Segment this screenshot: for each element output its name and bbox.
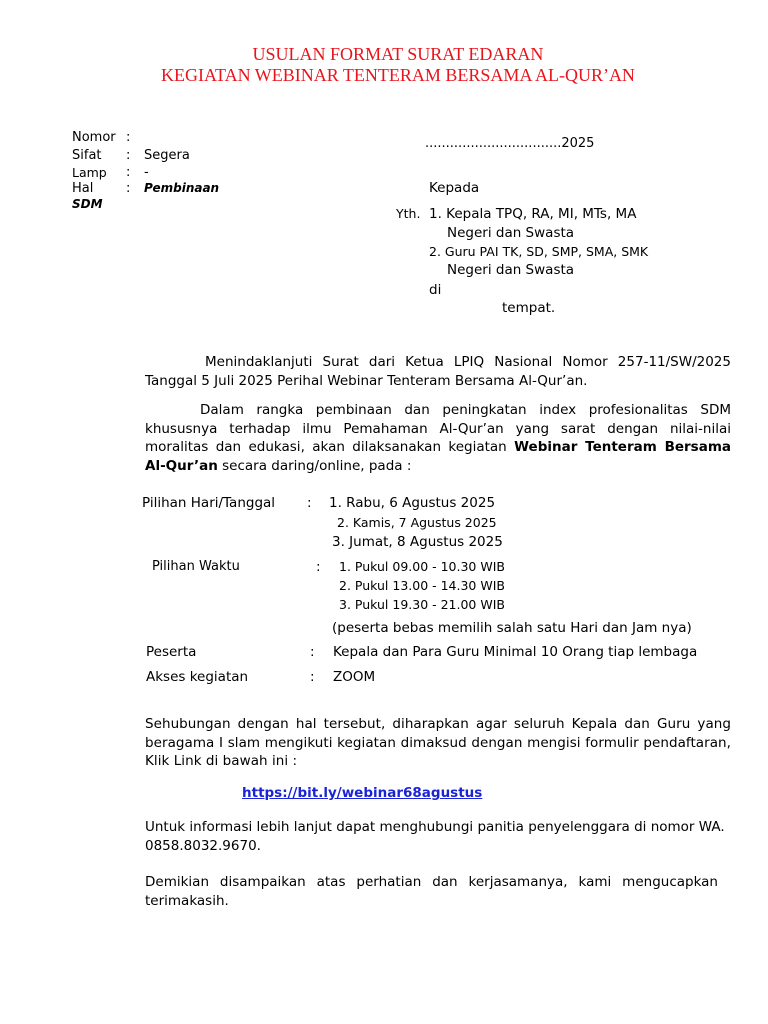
nomor-colon: : <box>126 130 131 145</box>
document-title-line-1: USULAN FORMAT SURAT EDARAN <box>252 44 544 64</box>
body-paragraph-1: Menindaklanjuti Surat dari Ketua LPIQ Nasional Nomor 257-11/SW/2025 Tanggal 5 Juli 2025 Perihal Webinar Tenteram Bersama Al-Qur’an. <box>145 354 731 389</box>
yth-label: Yth. <box>396 206 421 221</box>
tempat-label: tempat. <box>502 300 556 316</box>
hari-option-3: 3. Jumat, 8 Agustus 2025 <box>332 534 503 550</box>
body-paragraph-3: Sehubungan dengan hal tersebut, diharapkan agar seluruh Kepala dan Guru yang beragama I slam mengikuti kegiatan dimaksud dengan mengisi formulir pendaftaran, Klik Link di bawah ini : <box>145 716 731 769</box>
paragraph-2-text-end: secara daring/online, pada : <box>222 457 412 474</box>
recipient-item-2: 2. Guru PAI TK, SD, SMP, SMA, SMK <box>429 244 649 259</box>
document-title-line-2: KEGIATAN WEBINAR TENTERAM BERSAMA AL-QUR’AN <box>161 65 635 85</box>
hal-value-continued: SDM <box>72 197 103 211</box>
nomor-label: Nomor <box>72 130 116 145</box>
sifat-label: Sifat <box>72 148 102 163</box>
hal-value: Pembinaan <box>144 181 220 195</box>
waktu-option-3: 3. Pukul 19.30 - 21.00 WIB <box>339 597 505 612</box>
peserta-value: Kepala dan Para Guru Minimal 10 Orang tiap lembaga <box>333 644 698 660</box>
waktu-colon: : <box>316 559 321 575</box>
paragraph-2-text: Dalam rangka pembinaan dan peningkatan index profesionalitas SDM khususnya terhadap ilmu Pemahaman Al-Qur’an yang sarat dengan nilai-nilai moralitas dan edukasi, akan dilaksanakan kegiatan <box>145 402 731 455</box>
hari-option-2: 2. Kamis, 7 Agustus 2025 <box>337 515 497 530</box>
lamp-value: - <box>144 165 149 180</box>
hal-colon: : <box>126 181 131 196</box>
hari-colon: : <box>307 495 312 511</box>
peserta-colon: : <box>310 644 315 660</box>
schedule-note: (peserta bebas memilih salah satu Hari dan Jam nya) <box>332 620 692 636</box>
lamp-label: Lamp <box>72 165 107 180</box>
body-paragraph-5: Demikian disampaikan atas perhatian dan kerjasamanya, kami mengucapkan terimakasih. <box>145 874 718 909</box>
sifat-colon: : <box>126 148 131 163</box>
registration-link[interactable]: https://bit.ly/webinar68agustus <box>242 785 483 801</box>
hari-label: Pilihan Hari/Tanggal <box>142 495 276 511</box>
waktu-option-1: 1. Pukul 09.00 - 10.30 WIB <box>339 559 505 574</box>
hal-label: Hal <box>72 181 94 196</box>
akses-colon: : <box>310 669 315 685</box>
sifat-value: Segera <box>144 148 190 163</box>
event-name: Webinar Tenteram Bersama Al-Qur’an <box>145 439 732 474</box>
body-paragraph-4: Untuk informasi lebih lanjut dapat menghubungi panitia penyelenggara di nomor WA. 0858.8032.9670. <box>145 819 725 854</box>
kepada-label: Kepada <box>429 180 480 196</box>
body-paragraph-2 <box>145 401 731 475</box>
waktu-option-2: 2. Pukul 13.00 - 14.30 WIB <box>339 578 505 593</box>
lamp-colon: : <box>126 165 131 180</box>
waktu-label: Pilihan Waktu <box>152 559 240 574</box>
hari-option-1: 1. Rabu, 6 Agustus 2025 <box>329 495 496 511</box>
recipient-item-1: 1. Kepala TPQ, RA, MI, MTs, MA <box>429 206 637 222</box>
peserta-label: Peserta <box>146 644 197 660</box>
akses-value: ZOOM <box>333 669 376 685</box>
recipient-item-2-continued: Negeri dan Swasta <box>447 262 575 278</box>
letter-date: .................................2025 <box>425 136 595 151</box>
akses-label: Akses kegiatan <box>146 669 249 685</box>
recipient-item-1-continued: Negeri dan Swasta <box>447 225 575 241</box>
di-label: di <box>429 282 442 298</box>
